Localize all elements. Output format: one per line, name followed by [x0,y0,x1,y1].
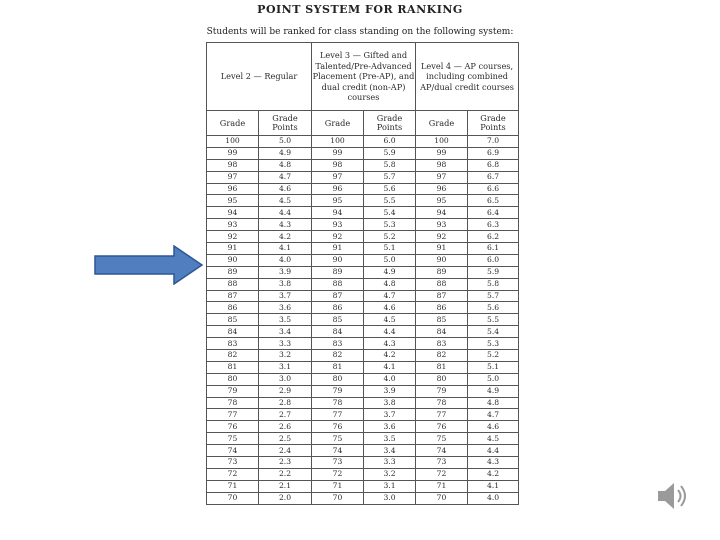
grade-cell: 100 [416,136,468,148]
grade-points-cell: 4.5 [468,433,519,445]
grade-points-cell: 6.7 [468,171,519,183]
grade-points-cell: 7.0 [468,136,519,148]
grade-cell: 98 [416,159,468,171]
grade-points-cell: 5.5 [364,195,416,207]
grade-cell: 84 [312,326,364,338]
table-row [207,290,519,302]
grade-points-cell: 2.7 [259,409,312,421]
grade-points-cell: 2.8 [259,397,312,409]
grade-cell: 96 [207,183,259,195]
grade-cell: 71 [207,480,259,492]
grade-points-cell: 5.1 [364,243,416,255]
column-header: Grade Points [364,111,416,136]
grade-cell: 76 [416,421,468,433]
table-row [207,147,519,159]
grade-points-cell: 4.1 [468,480,519,492]
grade-cell: 74 [207,445,259,457]
grade-cell: 85 [312,314,364,326]
column-header: Grade [416,111,468,136]
grade-points-cell: 5.6 [468,302,519,314]
column-header: Grade [312,111,364,136]
table-row [207,409,519,421]
table-row [207,207,519,219]
grade-cell: 71 [312,480,364,492]
table-row [207,338,519,350]
grade-points-cell: 4.6 [468,421,519,433]
grade-points-cell: 2.3 [259,457,312,469]
grade-points-cell: 5.8 [468,278,519,290]
grade-cell: 83 [207,338,259,350]
grade-points-cell: 4.3 [364,338,416,350]
table-row [207,361,519,373]
grade-cell: 87 [312,290,364,302]
speaker-icon[interactable] [656,479,692,513]
grade-points-cell: 3.9 [259,266,312,278]
grade-cell: 77 [416,409,468,421]
grade-points-cell: 3.2 [259,350,312,362]
grade-cell: 92 [207,231,259,243]
column-header-row [207,111,519,136]
grade-points-cell: 2.5 [259,433,312,445]
grade-cell: 81 [416,361,468,373]
grade-cell: 85 [207,314,259,326]
table-row [207,350,519,362]
grade-cell: 97 [207,171,259,183]
grade-points-cell: 4.2 [468,468,519,480]
table-row [207,231,519,243]
grade-points-cell: 5.7 [468,290,519,302]
grade-cell: 94 [312,207,364,219]
grade-cell: 76 [312,421,364,433]
level-header-row [207,43,519,111]
grade-points-cell: 3.3 [364,457,416,469]
grade-cell: 81 [312,361,364,373]
table-row [207,421,519,433]
grade-points-cell: 5.3 [468,338,519,350]
grade-cell: 92 [416,231,468,243]
grade-cell: 93 [207,219,259,231]
level-4-header: Level 4 — AP courses, including combined AP/dual credit courses [416,43,519,111]
grade-points-cell: 5.4 [468,326,519,338]
grade-points-cell: 3.3 [259,338,312,350]
grade-cell: 75 [207,433,259,445]
grade-points-cell: 3.7 [364,409,416,421]
grade-cell: 89 [312,266,364,278]
grade-points-cell: 4.3 [259,219,312,231]
table-row [207,445,519,457]
grade-cell: 99 [416,147,468,159]
grade-points-cell: 5.9 [468,266,519,278]
grade-cell: 79 [416,385,468,397]
grade-points-cell: 3.0 [364,492,416,504]
table-row [207,136,519,148]
table-row [207,219,519,231]
grade-points-cell: 4.4 [364,326,416,338]
grade-points-cell: 2.4 [259,445,312,457]
grade-cell: 90 [312,254,364,266]
grade-cell: 73 [312,457,364,469]
grade-points-cell: 4.0 [468,492,519,504]
grade-points-cell: 2.1 [259,480,312,492]
grade-cell: 70 [312,492,364,504]
grade-cell: 93 [312,219,364,231]
grade-points-cell: 5.6 [364,183,416,195]
grade-cell: 72 [207,468,259,480]
grade-points-cell: 4.3 [468,457,519,469]
grade-cell: 70 [416,492,468,504]
arrow-right-icon [94,245,204,285]
grade-points-cell: 5.2 [468,350,519,362]
grade-points-cell: 6.8 [468,159,519,171]
grade-points-cell: 4.7 [468,409,519,421]
grade-cell: 89 [207,266,259,278]
grade-points-cell: 5.9 [364,147,416,159]
grade-cell: 100 [312,136,364,148]
table-row [207,183,519,195]
grade-points-cell: 3.6 [364,421,416,433]
grade-points-cell: 4.1 [259,243,312,255]
grade-cell: 74 [312,445,364,457]
grade-cell: 91 [416,243,468,255]
grade-cell: 84 [207,326,259,338]
grade-points-cell: 4.4 [468,445,519,457]
grade-cell: 90 [207,254,259,266]
grade-cell: 95 [312,195,364,207]
page-subtitle: Students will be ranked for class standing on the following system: [206,27,514,37]
grade-cell: 77 [207,409,259,421]
grade-cell: 84 [416,326,468,338]
grade-cell: 73 [416,457,468,469]
grade-cell: 76 [207,421,259,433]
table-row [207,326,519,338]
table-row [207,480,519,492]
grade-points-cell: 4.9 [364,266,416,278]
grade-cell: 98 [207,159,259,171]
grade-cell: 97 [312,171,364,183]
grade-points-cell: 3.4 [259,326,312,338]
grade-points-cell: 5.0 [364,254,416,266]
grade-cell: 94 [416,207,468,219]
grade-points-cell: 3.0 [259,373,312,385]
grade-cell: 85 [416,314,468,326]
table-body [207,136,519,505]
grade-cell: 87 [416,290,468,302]
grade-points-cell: 3.5 [364,433,416,445]
grade-cell: 83 [416,338,468,350]
level-2-header: Level 2 — Regular [207,43,312,111]
grade-points-cell: 4.9 [468,385,519,397]
grade-points-cell: 6.1 [468,243,519,255]
grade-cell: 91 [312,243,364,255]
grade-points-cell: 5.4 [364,207,416,219]
grade-points-cell: 3.8 [364,397,416,409]
grade-cell: 94 [207,207,259,219]
column-header: Grade Points [259,111,312,136]
grade-cell: 78 [416,397,468,409]
grade-points-cell: 6.6 [468,183,519,195]
grade-points-cell: 6.0 [364,136,416,148]
grade-points-cell: 4.8 [364,278,416,290]
grade-points-cell: 4.4 [259,207,312,219]
grade-points-cell: 4.9 [259,147,312,159]
grade-cell: 71 [416,480,468,492]
table-row [207,171,519,183]
grade-points-cell: 6.3 [468,219,519,231]
grade-points-cell: 5.3 [364,219,416,231]
grade-points-cell: 6.5 [468,195,519,207]
grade-points-cell: 6.9 [468,147,519,159]
grade-points-cell: 5.0 [259,136,312,148]
grade-cell: 79 [207,385,259,397]
grade-cell: 72 [312,468,364,480]
grade-cell: 82 [416,350,468,362]
grade-cell: 86 [207,302,259,314]
grade-cell: 89 [416,266,468,278]
grade-points-cell: 5.0 [468,373,519,385]
grade-cell: 87 [207,290,259,302]
grade-cell: 78 [312,397,364,409]
grade-points-cell: 5.7 [364,171,416,183]
grade-cell: 96 [416,183,468,195]
grade-points-cell: 4.7 [364,290,416,302]
grade-points-cell: 3.4 [364,445,416,457]
table-row [207,457,519,469]
grade-points-cell: 5.1 [468,361,519,373]
grade-points-cell: 4.8 [259,159,312,171]
column-header: Grade [207,111,259,136]
grade-points-cell: 5.2 [364,231,416,243]
grade-cell: 95 [416,195,468,207]
grade-cell: 74 [416,445,468,457]
table-row [207,385,519,397]
grade-points-cell: 4.6 [259,183,312,195]
grade-cell: 90 [416,254,468,266]
grade-cell: 83 [312,338,364,350]
grade-cell: 100 [207,136,259,148]
grade-points-cell: 3.5 [259,314,312,326]
grade-cell: 78 [207,397,259,409]
table-row [207,159,519,171]
grade-points-cell: 6.4 [468,207,519,219]
grade-points-cell: 4.2 [364,350,416,362]
grade-cell: 88 [312,278,364,290]
grade-cell: 99 [207,147,259,159]
page-title: POINT SYSTEM FOR RANKING [257,3,463,16]
grade-cell: 81 [207,361,259,373]
grade-cell: 92 [312,231,364,243]
grade-points-cell: 3.9 [364,385,416,397]
grade-cell: 75 [416,433,468,445]
grade-points-cell: 4.8 [468,397,519,409]
grade-points-cell: 4.2 [259,231,312,243]
grade-points-cell: 3.6 [259,302,312,314]
grade-points-cell: 4.0 [364,373,416,385]
grade-points-cell: 5.8 [364,159,416,171]
grade-cell: 91 [207,243,259,255]
grade-points-cell: 2.9 [259,385,312,397]
grade-cell: 88 [207,278,259,290]
grade-cell: 80 [312,373,364,385]
grade-points-cell: 6.2 [468,231,519,243]
grade-cell: 79 [312,385,364,397]
grade-points-cell: 3.1 [364,480,416,492]
grade-cell: 80 [207,373,259,385]
grade-points-cell: 4.5 [364,314,416,326]
grade-cell: 82 [207,350,259,362]
ranking-table [206,42,519,505]
table-row [207,266,519,278]
table-row [207,243,519,255]
grade-cell: 95 [207,195,259,207]
table-row [207,397,519,409]
table-row [207,254,519,266]
grade-cell: 97 [416,171,468,183]
grade-cell: 88 [416,278,468,290]
grade-cell: 80 [416,373,468,385]
grade-points-cell: 4.1 [364,361,416,373]
grade-cell: 98 [312,159,364,171]
grade-points-cell: 4.6 [364,302,416,314]
grade-cell: 75 [312,433,364,445]
table-row [207,314,519,326]
grade-points-cell: 4.0 [259,254,312,266]
table-row [207,373,519,385]
grade-cell: 86 [416,302,468,314]
grade-points-cell: 4.5 [259,195,312,207]
grade-cell: 82 [312,350,364,362]
table-row [207,278,519,290]
grade-points-cell: 3.7 [259,290,312,302]
table-row [207,492,519,504]
grade-cell: 72 [416,468,468,480]
table-row [207,468,519,480]
grade-cell: 86 [312,302,364,314]
grade-points-cell: 6.0 [468,254,519,266]
grade-cell: 73 [207,457,259,469]
grade-points-cell: 2.2 [259,468,312,480]
table-row [207,433,519,445]
grade-points-cell: 3.8 [259,278,312,290]
grade-points-cell: 4.7 [259,171,312,183]
table-row [207,195,519,207]
grade-cell: 99 [312,147,364,159]
level-3-header: Level 3 — Gifted and Talented/Pre-Advanced Placement (Pre-AP), and dual credit (non-AP) courses [312,43,416,111]
grade-cell: 77 [312,409,364,421]
grade-points-cell: 3.2 [364,468,416,480]
column-header: Grade Points [468,111,519,136]
grade-cell: 93 [416,219,468,231]
grade-points-cell: 2.6 [259,421,312,433]
table-row [207,302,519,314]
grade-cell: 96 [312,183,364,195]
grade-cell: 70 [207,492,259,504]
grade-points-cell: 5.5 [468,314,519,326]
grade-points-cell: 2.0 [259,492,312,504]
grade-points-cell: 3.1 [259,361,312,373]
